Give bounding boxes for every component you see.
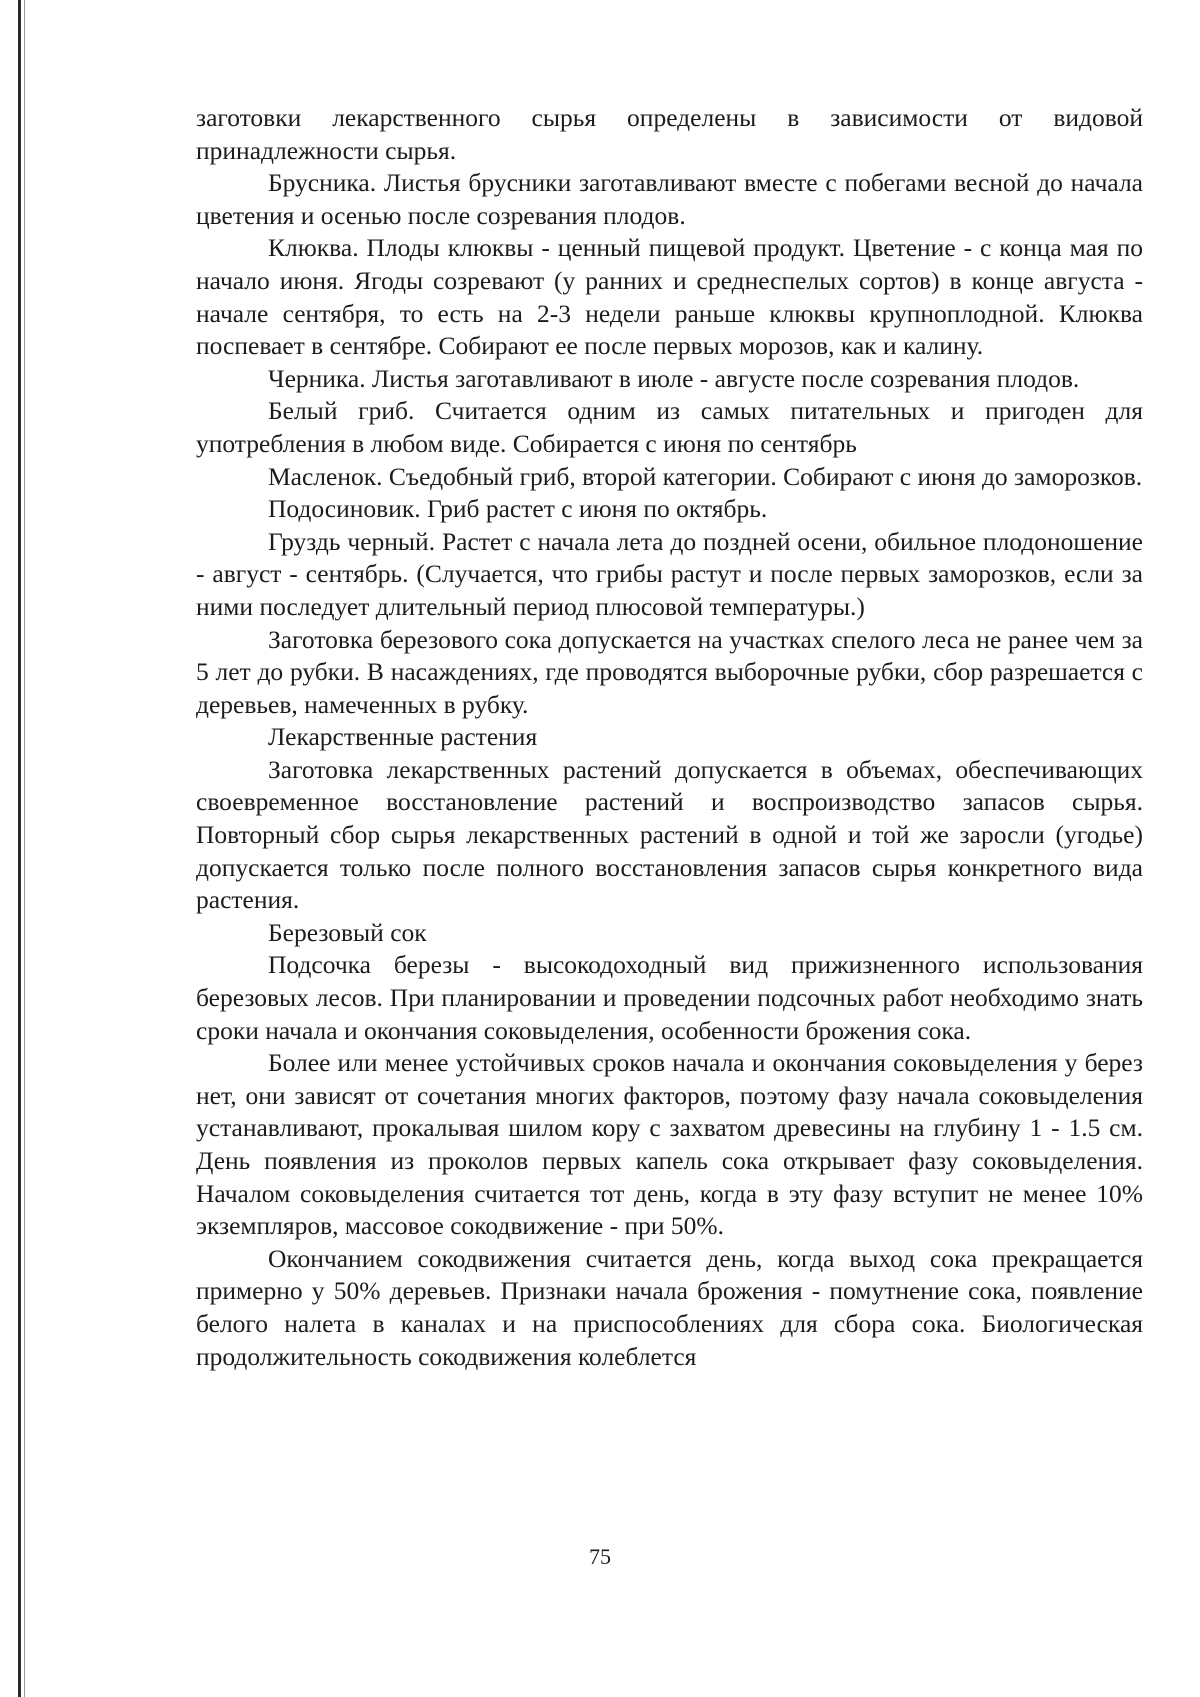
heading-berezovyi-sok: Березовый сок xyxy=(268,917,427,947)
paragraph-sokovydelenie: Более или менее устойчивых сроков начала и окончания соковыделения у берез нет, они зависят от сочетания многих факторов, поэтому фазу начала соковыделения устанавливают, прокалывая шилом кору с захватом древесины на глубину 1 - 1.5 см. День появления из проколов первых капель сока открывает фазу соковыделения. Началом соковыделения считается тот день, когда в эту фазу вступит не менее 10% экземпляров, массовое сокодвижение - при 50%. xyxy=(196,1048,1143,1241)
paragraph-belyi-grib: Белый гриб. Считается одним из самых питательных и пригоден для употребления в любом виде. Собирается с июня по сентябрь xyxy=(196,396,1143,458)
paragraph-okonchanie: Окончанием сокодвижения считается день, когда выход сока прекращается примерно у 50% деревьев. Признаки начала брожения - помутнение сока, появление белого налета в каналах и на приспособлениях для сбора сока. Биологическая продолжительность сокодвижения колеблется xyxy=(196,1243,1143,1371)
heading-lekarstvennye-rasteniya: Лекарственные растения xyxy=(268,722,538,752)
paragraph-maslenok: Масленок. Съедобный гриб, второй категории. Собирают с июня до заморозков. xyxy=(268,461,1143,491)
page-number: 75 xyxy=(589,1544,611,1569)
paragraph-lekarstvennye: Заготовка лекарственных растений допускается в объемах, обеспечивающих своевременное восстановление растений и воспроизводство запасов сырья. Повторный сбор сырья лекарственных растений в одной и той же заросли (угодье) допускается только после полного восстановления запасов сырья конкретного вида растения. xyxy=(196,754,1143,915)
paragraph-klyukva: Клюква. Плоды клюквы - ценный пищевой продукт. Цветение - с конца мая по начало июня. Ягоды созревают (у ранних и среднеспелых сортов) в конце августа - начале сентября, то есть на 2-3 недели раньше клюквы крупноплодной. Клюква поспевает в сентябре. Собирают ее после первых морозов, как и калину. xyxy=(196,233,1143,361)
paragraph-brusnika: Брусника. Листья брусники заготавливают вместе с побегами весной до начала цветения и осенью после созревания плодов. xyxy=(196,168,1143,230)
paragraph-continuation: заготовки лекарственного сырья определены в зависимости от видовой принадлежности сырья. xyxy=(196,103,1143,165)
paragraph-gruzd: Груздь черный. Растет с начала лета до поздней осени, обильное плодоношение - август - сентябрь. (Случается, что грибы растут и после первых заморозков, если за ними последует длительный период плюсовой температуры.) xyxy=(196,526,1143,621)
paragraph-podsochka: Подсочка березы - высокодоходный вид прижизненного использования березовых лесов. При планировании и проведении подсочных работ необходимо знать сроки начала и окончания соковыделения, особенности брожения сока. xyxy=(196,950,1143,1045)
paragraph-chernika: Черника. Листья заготавливают в июле - августе после созревания плодов. xyxy=(268,363,1080,393)
body-text xyxy=(196,102,1143,1373)
paragraph-berezovyi-sok-zagotovka: Заготовка березового сока допускается на участках спелого леса не ранее чем за 5 лет до рубки. В насаждениях, где проводятся выборочные рубки, сбор разрешается с деревьев, намеченных в рубку. xyxy=(196,624,1143,719)
scan-edge-line xyxy=(18,0,21,1697)
scan-edge-line-thin xyxy=(24,0,25,1697)
paragraph-podosinovik: Подосиновик. Гриб растет с июня по октябрь. xyxy=(268,494,768,524)
